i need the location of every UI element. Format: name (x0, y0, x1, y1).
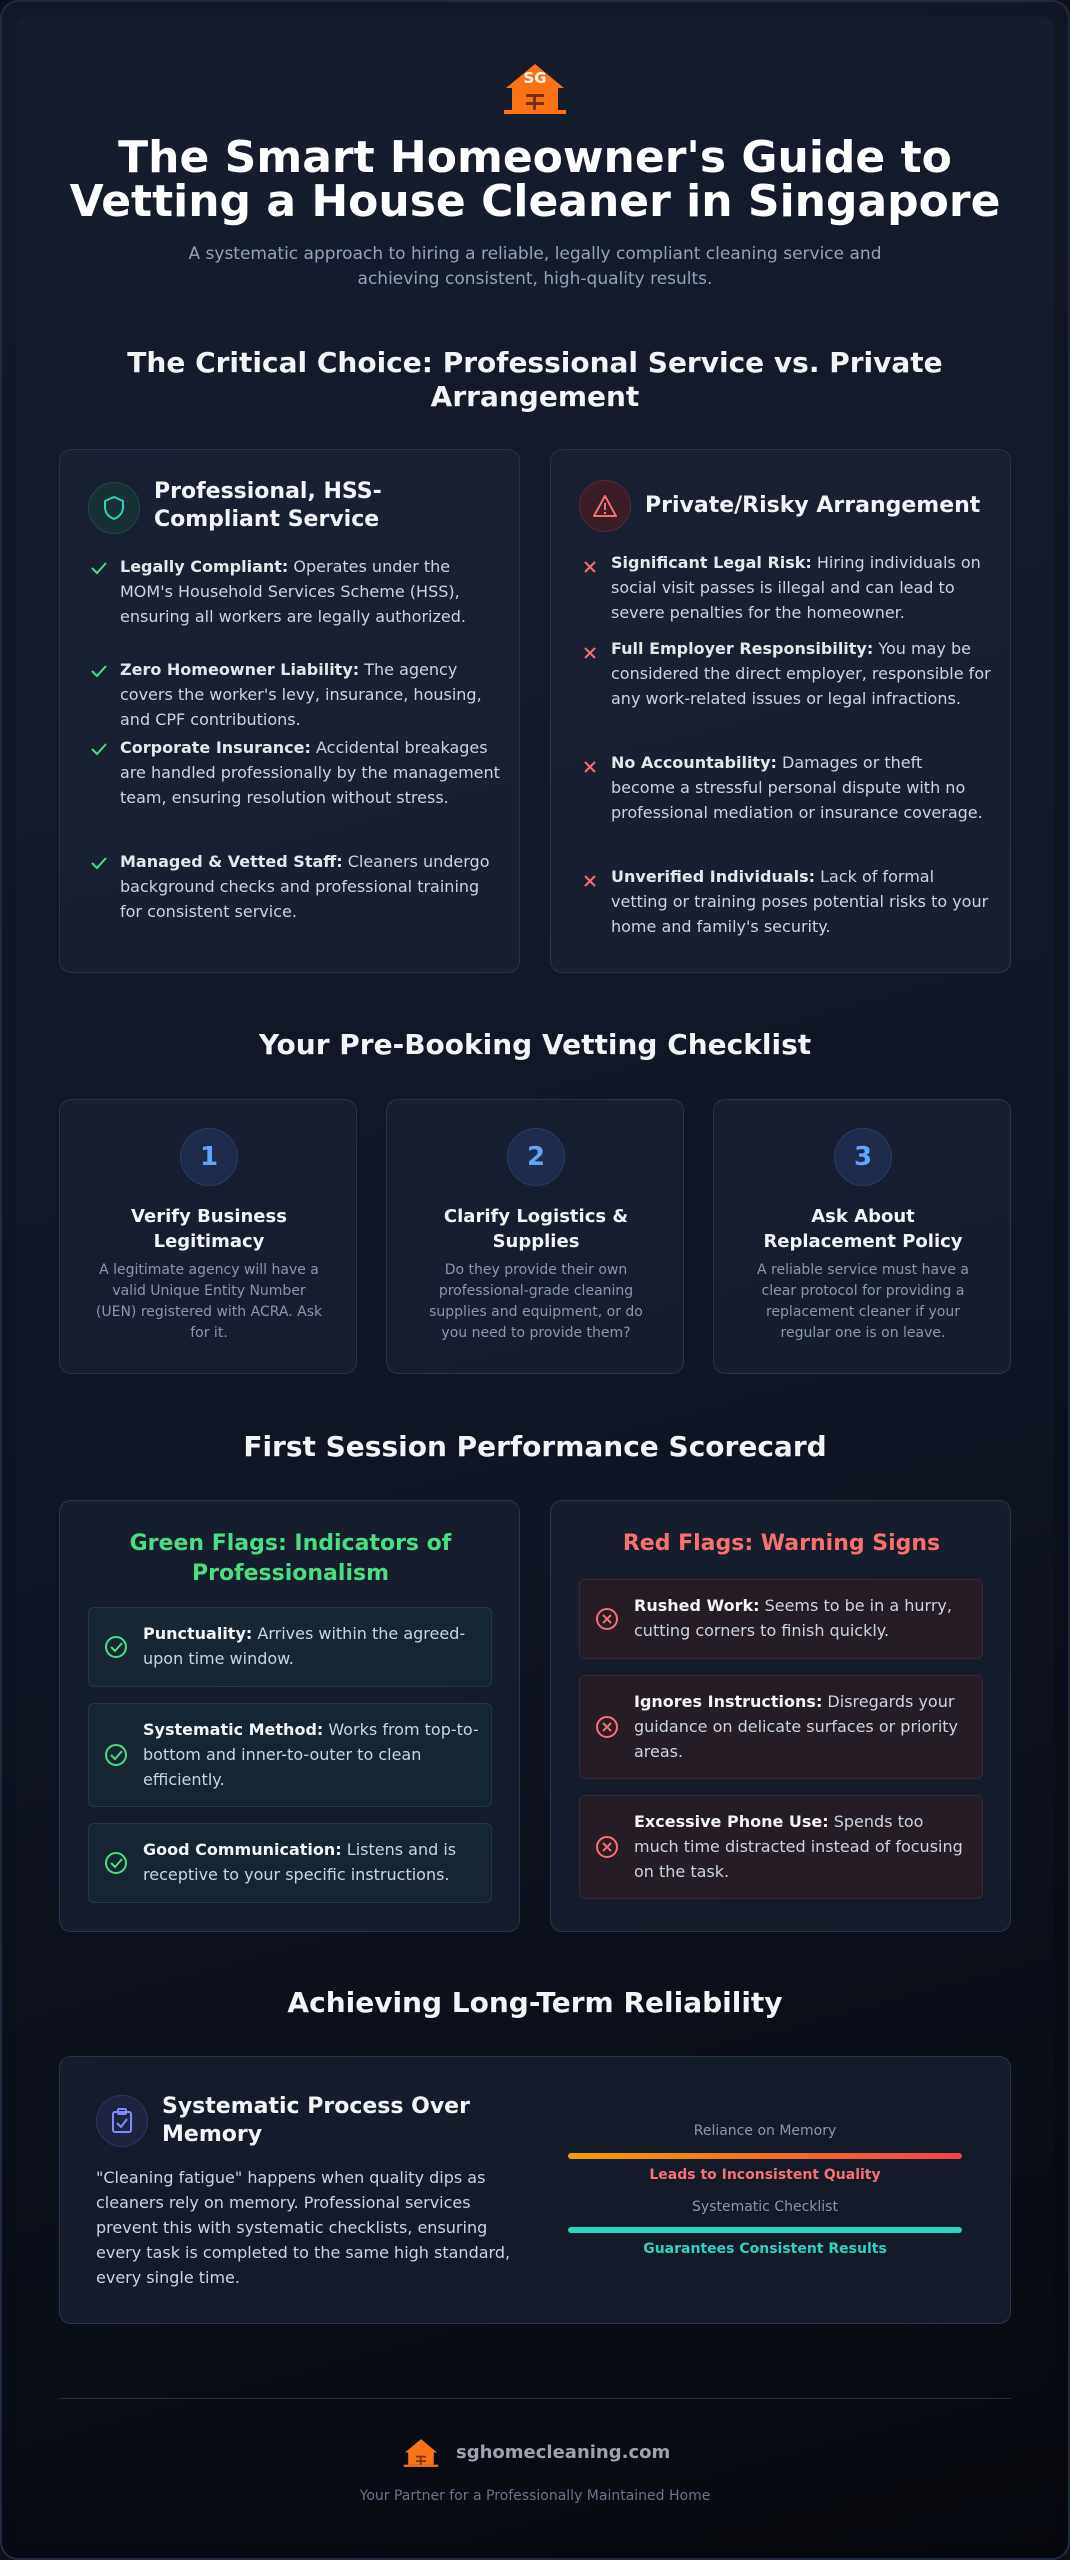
footer-site[interactable]: sghomecleaning.com (456, 2442, 671, 2463)
step-text: Do they provide their own professional-grade cleaning supplies and equipment, or do you need to provide them? (429, 1262, 643, 1341)
step-number: 1 (180, 1128, 238, 1186)
item-bold: Corporate Insurance: (120, 738, 311, 757)
step-text: A reliable service must have a clear protocol for providing a replacement cleaner if your regular one is on leave. (756, 1262, 969, 1341)
item-bold: Unverified Individuals: (611, 867, 816, 886)
reliability-card (59, 2056, 1011, 2324)
private-icon-circle (579, 480, 631, 532)
step-card (59, 1099, 357, 1374)
flag-text (634, 1593, 970, 1643)
check-icon (88, 660, 110, 682)
x-circle-icon (594, 1714, 620, 1740)
green-flag-item (88, 1607, 492, 1687)
footer-tagline: Your Partner for a Professionally Maintained Home (359, 2488, 711, 2504)
shield-icon (102, 495, 126, 521)
x-circle-icon (594, 1606, 620, 1632)
red-flags-title: Red Flags: Warning Signs (622, 1531, 941, 1556)
professional-icon-circle (88, 482, 140, 534)
green-flag-item (88, 1823, 492, 1903)
item-text: Damages or theft become a stressful personal dispute with no professional mediation or insurance coverage. (611, 753, 983, 822)
professional-card (59, 449, 520, 973)
scorecard-heading: First Session Performance Scorecard (243, 1430, 827, 1463)
flag-bold: Punctuality: (143, 1624, 253, 1643)
choice-heading: The Critical Choice: Professional Service vs. Private Arrangement (127, 346, 943, 413)
memory-bar (568, 2153, 962, 2159)
title-line-2: Vetting a House Cleaner in Singapore (69, 176, 1001, 227)
memory-result: Leads to Inconsistent Quality (649, 2167, 881, 2183)
x-icon (579, 756, 601, 778)
flag-detail: Seems to be in a hurry, cutting corners to finish quickly. (634, 1596, 952, 1640)
private-card (550, 449, 1011, 973)
item-text: Operates under the MOM's Household Services Scheme (HSS), ensuring all workers are legally authorized. (120, 557, 466, 626)
page-title (60, 132, 1010, 227)
check-icon (88, 738, 110, 760)
checklist-result: Guarantees Consistent Results (643, 2241, 887, 2257)
x-icon (579, 870, 601, 892)
flag-bold: Ignores Instructions: (634, 1692, 823, 1711)
check-icon (88, 557, 110, 579)
red-flag-item (579, 1795, 983, 1899)
private-title: Private/Risky Arrangement (645, 493, 981, 518)
step-title: Clarify Logistics & Supplies (443, 1206, 629, 1252)
flag-text (143, 1717, 479, 1792)
item-text: You may be considered the direct employer, responsible for any work-related issues or legal infractions. (611, 639, 991, 708)
reliability-heading: Achieving Long-Term Reliability (287, 1986, 783, 2019)
list-item (611, 864, 991, 939)
item-bold: Managed & Vetted Staff: (120, 852, 343, 871)
item-bold: Legally Compliant: (120, 557, 289, 576)
check-icon (88, 852, 110, 874)
item-text: Lack of formal vetting or training poses potential risks to your home and family's security. (611, 867, 989, 936)
check-circle-icon (103, 1634, 129, 1660)
list-item (120, 849, 500, 924)
reliability-text: "Cleaning fatigue" happens when quality dips as cleaners rely on memory. Professional services prevent this with systematic checklists, ensuring every task is completed to the same high standard, every single time. (96, 2168, 511, 2287)
item-bold: Zero Homeowner Liability: (120, 660, 360, 679)
logo-text: SG (523, 69, 547, 87)
step-number: 2 (507, 1128, 565, 1186)
step-card (713, 1099, 1011, 1374)
red-flag-item (579, 1675, 983, 1779)
flag-detail: Disregards your guidance on delicate surfaces or priority areas. (634, 1692, 959, 1761)
list-item (611, 636, 991, 711)
x-icon (579, 642, 601, 664)
flag-text (634, 1809, 970, 1884)
checklist-label: Systematic Checklist (692, 2199, 838, 2215)
item-text: Hiring individuals on social visit passes is illegal and can lead to severe penalties for the homeowner. (611, 553, 981, 622)
check-circle-icon (103, 1742, 129, 1768)
green-flags-title: Green Flags: Indicators of Professionalism (129, 1531, 452, 1586)
step-title: Verify Business Legitimacy (131, 1206, 287, 1252)
checklist-bar (568, 2227, 962, 2233)
flag-detail: Works from top-to-bottom and inner-to-outer to clean efficiently. (143, 1720, 479, 1789)
item-bold: Significant Legal Risk: (611, 553, 812, 572)
reliability-icon-circle (96, 2095, 148, 2147)
professional-title: Professional, HSS-Compliant Service (154, 479, 382, 532)
item-bold: Full Employer Responsibility: (611, 639, 874, 658)
flag-detail: Spends too much time distracted instead of focusing on the task. (634, 1812, 963, 1881)
list-item (611, 750, 991, 825)
flag-bold: Rushed Work: (634, 1596, 760, 1615)
flag-text (634, 1689, 970, 1764)
step-text: A legitimate agency will have a valid Unique Entity Number (UEN) registered with ACRA. Ask for it. (95, 1262, 323, 1341)
step-title: Ask About Replacement Policy (763, 1206, 963, 1252)
memory-label: Reliance on Memory (693, 2123, 837, 2139)
footer-divider (59, 2398, 1011, 2399)
flag-bold: Systematic Method: (143, 1720, 324, 1739)
flag-detail: Arrives within the agreed-upon time window. (143, 1624, 466, 1668)
green-flag-item (88, 1703, 492, 1807)
list-item (120, 554, 500, 629)
red-flag-item (579, 1579, 983, 1659)
flag-text (143, 1837, 479, 1887)
step-number: 3 (834, 1128, 892, 1186)
red-flags-card (550, 1500, 1011, 1932)
checklist-heading: Your Pre-Booking Vetting Checklist (258, 1028, 812, 1061)
house-logo-icon (402, 2438, 440, 2468)
step-card (386, 1099, 684, 1374)
page-subtitle: A systematic approach to hiring a reliable, legally compliant cleaning service and achieving consistent, high-quality results. (188, 244, 882, 289)
clipboard-check-icon (111, 2108, 133, 2134)
item-text: Cleaners undergo background checks and professional training for consistent service. (120, 852, 490, 921)
footer-logo (402, 2438, 440, 2468)
item-text: The agency covers the worker's levy, insurance, housing, and CPF contributions. (120, 660, 482, 729)
item-text: Accidental breakages are handled professionally by the management team, ensuring resolution without stress. (120, 738, 500, 807)
check-circle-icon (103, 1850, 129, 1876)
green-flags-card (59, 1500, 520, 1932)
flag-bold: Excessive Phone Use: (634, 1812, 829, 1831)
title-line-1: The Smart Homeowner's Guide to (118, 132, 952, 183)
flag-text (143, 1621, 479, 1671)
warning-icon (592, 494, 618, 518)
x-icon (579, 556, 601, 578)
list-item (120, 735, 500, 810)
flag-bold: Good Communication: (143, 1840, 342, 1859)
item-bold: No Accountability: (611, 753, 777, 772)
flag-detail: Listens and is receptive to your specific instructions. (143, 1840, 457, 1884)
list-item (611, 550, 991, 625)
reliability-title: Systematic Process Over Memory (162, 2094, 470, 2147)
x-circle-icon (594, 1834, 620, 1860)
logo (502, 62, 568, 116)
list-item (120, 657, 500, 732)
